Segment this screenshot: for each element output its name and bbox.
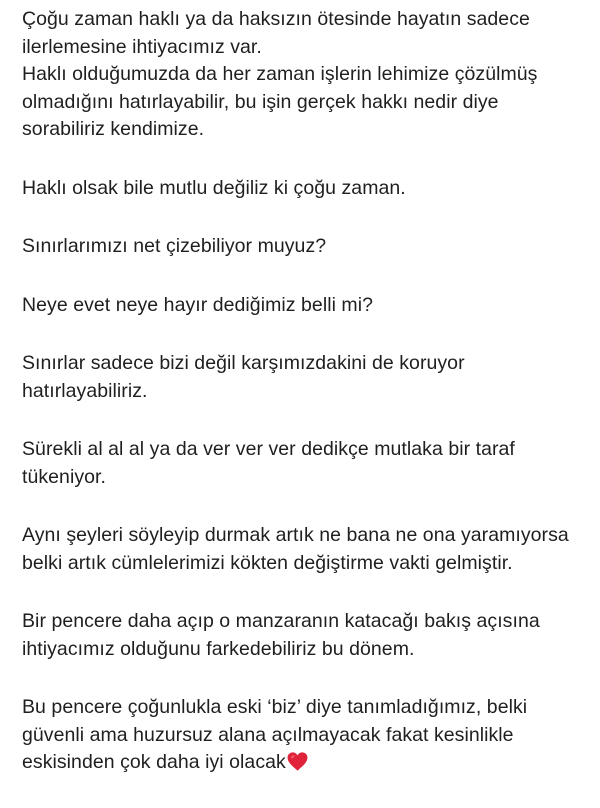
paragraph-5: Sınırlar sadece bizi değil karşımızdakini de koruyor hatırlayabiliriz. xyxy=(22,352,465,402)
paragraph-7: Aynı şeyleri söyleyip durmak artık ne bana ne ona yaramıyorsa belki artık cümlelerimizi kökten değiştirme vakti gelmiştir. xyxy=(22,524,569,574)
paragraph-9-text: Bu pencere çoğunlukla eski ‘biz’ diye tanımladığımız, belki güvenli ama huzursuz alana açılmayacak fakat kesinlikle eskisinden çok daha iyi olacak xyxy=(22,696,528,773)
document-body xyxy=(22,6,586,808)
paragraph-2: Haklı olsak bile mutlu değiliz ki çoğu zaman. xyxy=(22,176,406,199)
red-heart-icon xyxy=(287,752,308,771)
paragraph-4: Neye evet neye hayır dediğimiz belli mi? xyxy=(22,293,373,316)
paragraph-3: Sınırlarımızı net çizebiliyor muyuz? xyxy=(22,235,327,257)
paragraph-9 xyxy=(22,694,586,777)
paragraph-6: Sürekli al al al ya da ver ver ver dedikçe mutlaka bir taraf tükeniyor. xyxy=(22,438,515,488)
paragraph-1: Çoğu zaman haklı ya da haksızın ötesinde hayatın sadece ilerlemesine ihtiyacımız var. Haklı olduğumuzda da her zaman işlerin lehimize çözülmüş olmadığını hatırlayabilir, bu işin gerçek hakkı nedir diye sorabiliriz kendimize. xyxy=(22,8,538,140)
paragraph-8: Bir pencere daha açıp o manzaranın katacağı bakış açısına ihtiyacımız olduğunu farkedebiliriz bu dönem. xyxy=(22,610,540,660)
